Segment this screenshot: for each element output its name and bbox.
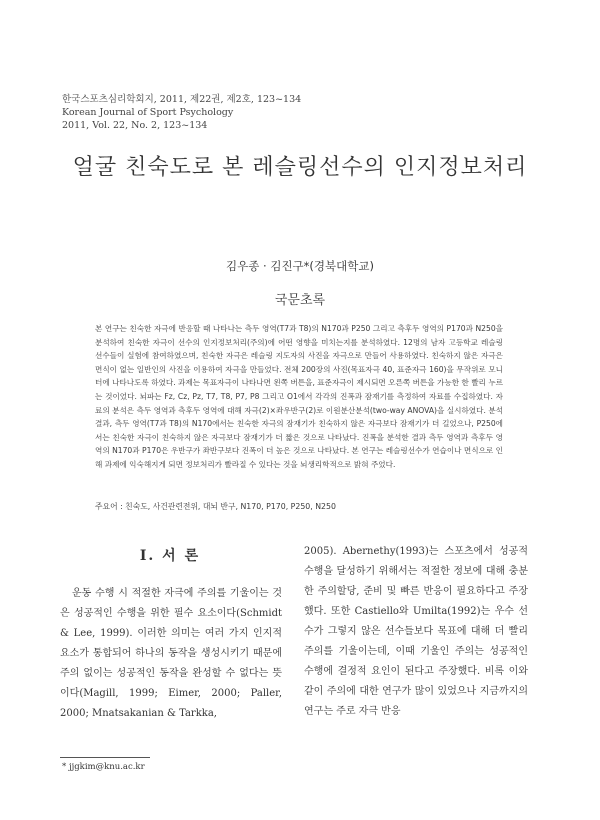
author-line: 김우종 · 김진구*(경북대학교) [226, 259, 374, 273]
journal-line-english: Korean Journal of Sport Psychology [62, 107, 234, 118]
body-column-right: 2005). Abernethy(1993)는 스포츠에서 성공적 수행을 달성하기 위해서는 적절한 정보에 대해 충분한 주의할당, 준비 및 빠른 반응이 필요하다고 주장했다. 또한 Castiello와 Umilta(1992)는 우수 선수가 그렇지 않은 선수들보다 목표에 대해 더 빨리 주의를 기울이는데, 이때 기울인 주의는 성공적인 수행에 결정적 요인이 된다고 주장했다. 비록 이와 같이 주의에 대한 연구가 많이 있었으나 지금까지의 연구는 주로 자극 반응 [304, 546, 528, 717]
keywords-line: 주요어 : 친숙도, 사건관련전위, 대뇌 반구, N170, P170, P250, N250 [95, 502, 336, 511]
abstract-body: 본 연구는 친숙한 자극에 반응할 때 나타나는 측두 영역(T7과 T8)의 N170과 P250 그리고 측후두 영역의 P170과 N250을 분석하여 친숙한 자극이 선수의 인지정보처리(주의)에 어떤 영향을 미치는지를 분석하였다. 12명의 남자 고등학교 레슬링 선수들이 실험에 참여하였으며, 친숙한 자극은 레슬링 지도자의 사진을 자극으로 만들어 사용하였다. 친숙하지 않은 자극은 면식이 없는 일반인의 사진을 이용하여 자극을 만들었다. 전체 200장의 사진(목표자극 40, 표준자극 160)을 무작위로 모니터에 나타나도록 하였다. 과제는 목표자극이 나타나면 왼쪽 버튼을, 표준자극이 제시되면 오른쪽 버튼을 가능한 한 빨리 누르는 것이었다. 뇌파는 Fz, Cz, Pz, T7, T8, P7, P8 그리고 O1에서 각각의 진폭과 잠재기를 측정하여 자료를 수집하였다. 자료의 분석은 측두 영역과 측후두 영역에 대해 자극(2)×좌우반구(2)로 이원분산분석(two-way ANOVA)을 실시하였다. 분석 결과, 측두 영역(T7과 T8)의 N170에서는 친숙한 자극의 잠재기가 친숙하지 않은 자극보다 잠재기가 더 길었으나, P250에서는 친숙한 자극이 친숙하지 않은 자극보다 잠재기가 더 짧은 것으로 나타났다. 진폭을 분석한 결과 측두 영역과 측후두 영역의 N170과 P170은 우반구가 좌반구보다 진폭이 더 높은 것으로 나타났다. 본 연구는 레슬링선수가 연습이나 면식으로 인해 과제에 익숙해지게 되면 정보처리가 빨라질 수 있다는 것을 뇌생리학적으로 밝혀 주었다. [95, 324, 503, 469]
paper-title: 얼굴 친숙도로 본 레슬링선수의 인지정보처리 [72, 155, 528, 180]
abstract-heading: 국문초록 [274, 293, 326, 308]
footnote-email: * jjgkim@knu.ac.kr [62, 762, 145, 772]
body-column-left: 운동 수행 시 적절한 자극에 주의를 기울이는 것은 성공적인 수행을 위한 필수 요소이다(Schmidt & Lee, 1999). 이러한 의미는 여러 가지 인지적 요소가 통합되어 하나의 동작을 생성시키기 때문에 주의 없이는 성공적인 동작을 완성할 수 없다는 뜻이다(Magill, 1999; Eimer, 2000; Paller, 2000; Mnatsakanian & Tarkka, [60, 588, 282, 719]
footnote-rule [60, 757, 150, 758]
journal-line-korean: 한국스포츠심리학회지, 2011, 제22권, 제2호, 123~134 [62, 94, 302, 105]
journal-citation [62, 93, 301, 132]
journal-line-volume: 2011, Vol. 22, No. 2, 123~134 [62, 120, 208, 131]
section-heading-introduction: I. 서 론 [139, 548, 201, 564]
